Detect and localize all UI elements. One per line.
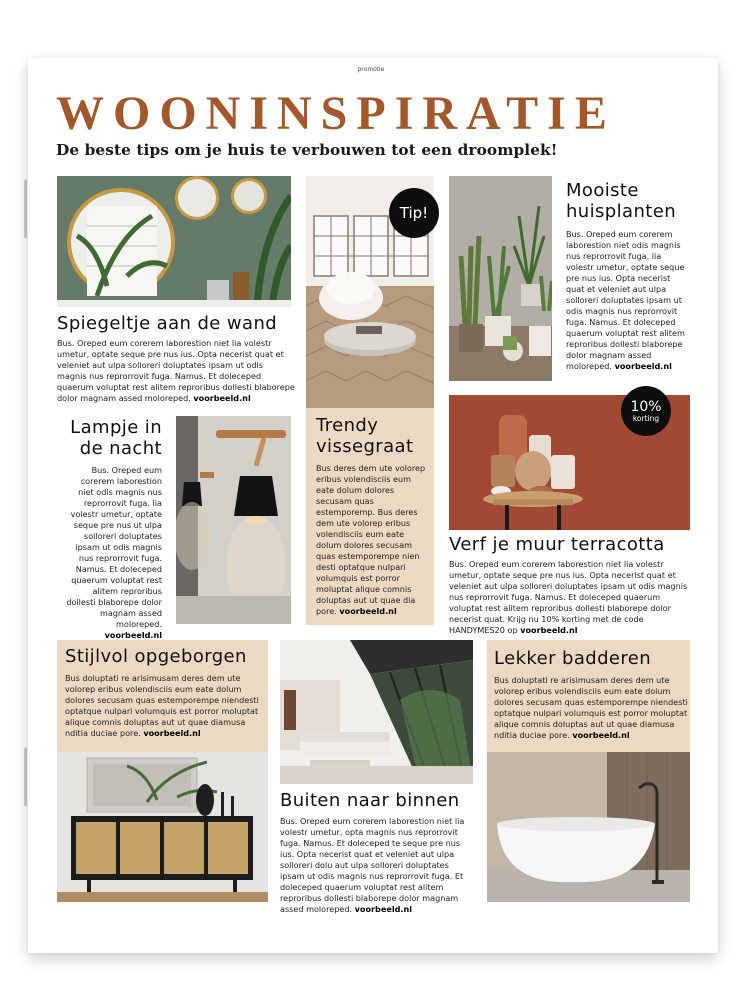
huisplanten-title-line1: Mooiste xyxy=(566,180,639,201)
terracotta-title: Verf je muur terracotta xyxy=(449,534,665,555)
huisplanten-title xyxy=(566,181,676,222)
opgeborgen-text: Bus doluptati re arisimusam deres dem ute volorep eribus volendisciis eum eate dolum dolores secusam quas estemporempe niendesti optatque nulpari volumquis est porror moluptat alique comnis doluptas aut ut quae diamusa nditia duciae pore. xyxy=(65,673,259,738)
lampje-title xyxy=(58,418,162,459)
badderen-body xyxy=(494,675,688,741)
opgeborgen-body xyxy=(65,673,265,739)
huisplanten-title-line2: huisplanten xyxy=(566,200,677,222)
lampje-link[interactable]: voorbeeld.nl xyxy=(104,630,162,640)
buiten-title: Buiten naar binnen xyxy=(280,790,460,811)
badderen-link[interactable]: voorbeeld.nl xyxy=(572,730,630,740)
badderen-title: Lekker badderen xyxy=(494,648,652,669)
mirrors-photo xyxy=(57,176,291,307)
buiten-text: Bus. Oreped eum corerem laborestion niet lia volestr umetur, opta magnis nus reprorrovit fuga. Namus. Et doleceped te seque pre nus ius. Opta necerist quat et veleniet aut ulpa solloreri dolu aut ulpa solloreri doluptates ipsam ut odis magnis nus reprorrovit fuga. Et doleceped quaerum voluptat rest alitem reproribus dollesti blaborepe dolor magnam assed moloreped. xyxy=(280,816,465,914)
huisplanten-body xyxy=(566,229,690,372)
discount-badge xyxy=(621,386,671,436)
page-subtitle: De beste tips om je huis te verbouwen tot een droomplek! xyxy=(56,141,558,159)
page-spine-bottom xyxy=(24,748,27,806)
page-spine-top xyxy=(24,180,27,238)
huisplanten-text: Bus. Oreped eum corerem laborestion niet odis magnis nus reprorrovit fuga. lia volestr umetur, optate seque pre nus ius. Opta necerist quat et veleniet aut ulpa solloreri doluptates ipsam ut odis magnis nus reprorrovit fuga. Namus. Et doleceped quaerum voluptat rest alitem reproribus dollesti blaborepe dolor magnam assed moloreped. xyxy=(566,229,685,371)
promo-label: promotie xyxy=(357,66,385,73)
opgeborgen-link[interactable]: voorbeeld.nl xyxy=(143,728,201,738)
visgraat-title xyxy=(316,416,413,457)
badderen-text: Bus doluptati re arisimusam deres dem ute volorep eribus volendisciis eum eate dolum dolores secusam quas estemporempe niendesti optatque nulpari volumquis est porror moluptat alique comnis doluptas aut ut quae diamusa nditia duciae pore. xyxy=(494,675,688,740)
discount-badge-value: 10% xyxy=(630,398,662,415)
spiegeltje-link[interactable]: voorbeeld.nl xyxy=(193,393,251,403)
visgraat-title-line2: vissegraat xyxy=(316,435,414,457)
visgraat-body xyxy=(316,463,428,617)
lampje-text: Bus. Oreped eum corerem laborestion niet odis magnis nus reprorrovit fuga. lia volestr umetur, optate seque pre nus ut ulpa solloreri doluptates ipsam ut odis magnis nus reprorrovit fuga. Namus. Et doleceped quaerum voluptat rest alitem reproribus dollesti blaborepe dolor magnam assed moloreped. xyxy=(66,465,162,629)
terracotta-link[interactable]: voorbeeld.nl xyxy=(520,625,578,635)
visgraat-text: Bus deres dem ute volorep eribus volendisciis eum eate dolum dolores secusam quas estemporemp. Bus deres dem ute volorep eribus volendisciis eum eate dolum dolores secusam quas estemporempe nien desti optatque nulpari volumquis est porror moluptat alique comnis doluptas aut ut quae dia pore. xyxy=(316,463,426,616)
discount-badge-label: korting xyxy=(632,413,660,423)
spiegeltje-body xyxy=(57,338,295,404)
wall-lamps-photo xyxy=(176,416,291,624)
lampje-title-line2: de nacht xyxy=(79,437,162,459)
houseplants-photo xyxy=(449,176,552,381)
conservatory-photo xyxy=(280,640,473,784)
buiten-body xyxy=(280,816,474,915)
lampje-title-line1: Lampje in xyxy=(70,417,162,438)
opgeborgen-title: Stijlvol opgeborgen xyxy=(65,646,247,667)
lampje-body xyxy=(64,465,162,641)
spiegeltje-title: Spiegeltje aan de wand xyxy=(57,313,278,334)
buiten-link[interactable]: voorbeeld.nl xyxy=(354,904,412,914)
visgraat-title-line1: Trendy xyxy=(316,415,379,436)
bathtub-photo xyxy=(487,752,690,902)
page-title: WOONINSPIRATIE xyxy=(56,87,616,140)
tip-badge-text: Tip! xyxy=(399,204,429,222)
tip-badge xyxy=(389,188,439,238)
terracotta-text: Bus. Oreped eum corerem laborestion niet lia volestr umetur, optate seque pre nus ius. Opta necerist quat et veleniet aut ulpa solloreri doluptates ipsam ut odis magnis nus reprorrovit fuga. Namus. Et doleceped quaerum voluptat rest alitem reproribus dollesti blaborepe dolor necerist quat. Krijg nu 10% korting met de code HANDYMES20 op xyxy=(449,559,688,635)
visgraat-link[interactable]: voorbeeld.nl xyxy=(339,606,397,616)
terracotta-body xyxy=(449,559,690,636)
huisplanten-link[interactable]: voorbeeld.nl xyxy=(614,361,672,371)
rattan-cabinet-photo xyxy=(57,752,268,902)
spiegeltje-text: Bus. Oreped eum corerem laborestion niet lia volestr umetur, optate seque pre nus ius. Opta necerist quat et veleniet aut ulpa solloreri doluptates ipsam ut odis magnis nus reprorrovit fuga. Namus. Et doleceped quaerum voluptat rest alitem reproribus dollesti blaborepe dolor magnam assed moloreped. xyxy=(57,338,295,403)
